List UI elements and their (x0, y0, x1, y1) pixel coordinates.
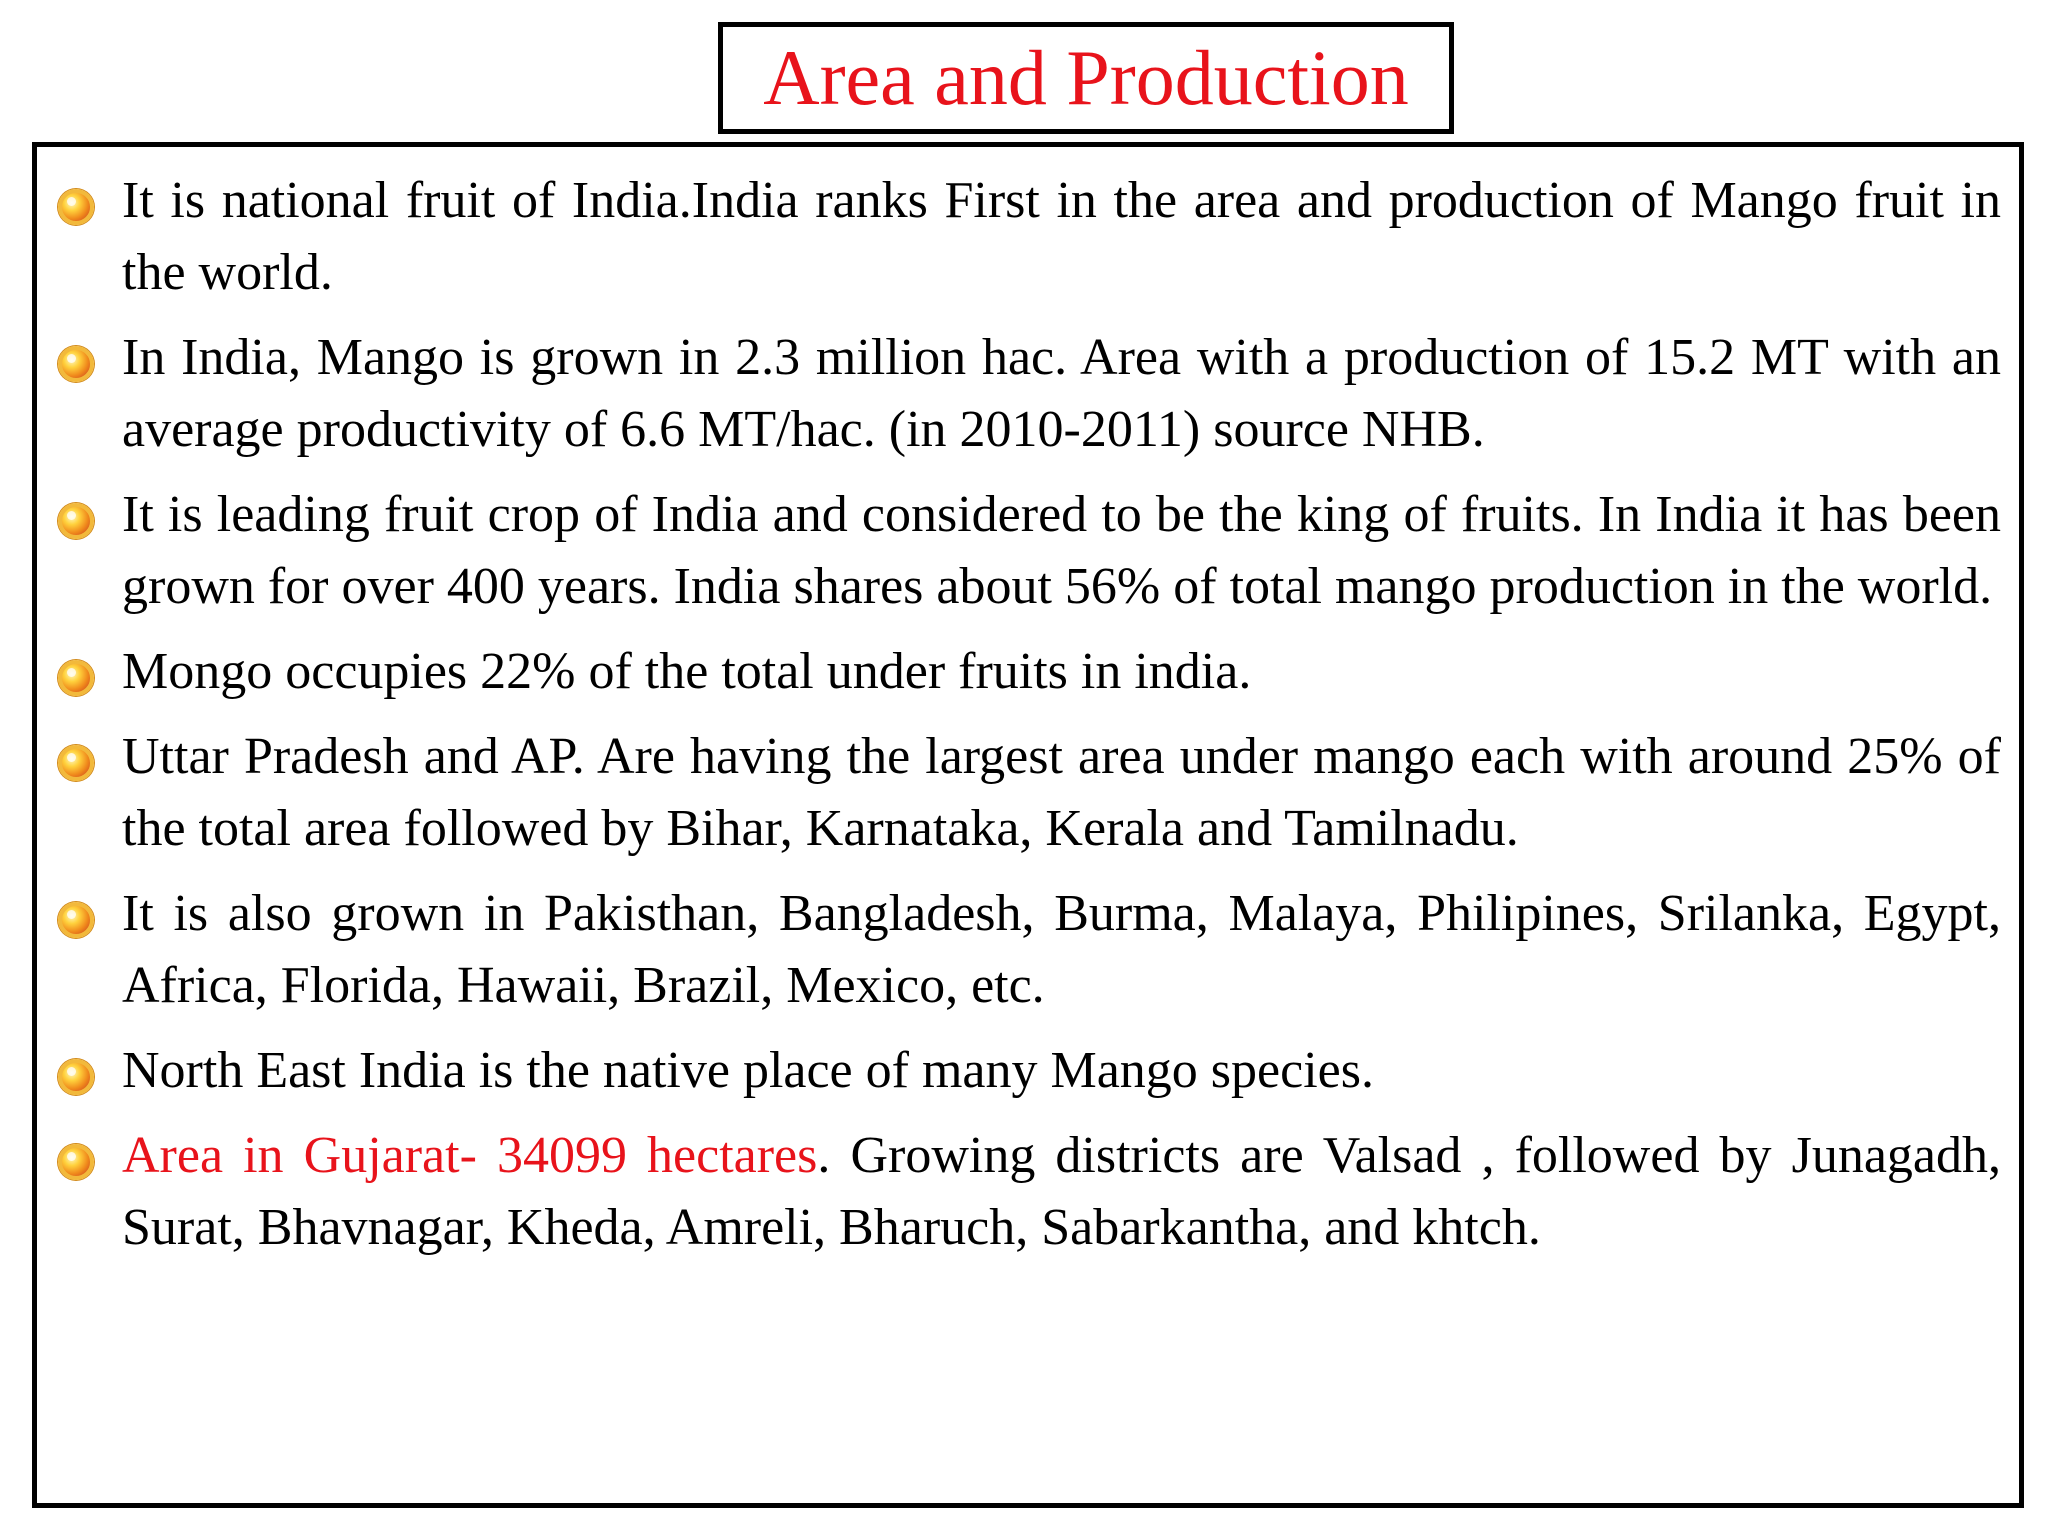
bullet-item-1 (37, 165, 2019, 309)
bullet-text-4: Mongo occupies 22% of the total under fruits in india. (122, 643, 1252, 700)
bullet-text-6: It is also grown in Pakisthan, Bangladesh, Burma, Malaya, Philipines, Srilanka, Egypt, Africa, Florida, Hawaii, Brazil, Mexico, etc. (122, 885, 2001, 1014)
highlight-text-gujarat-area: Area in Gujarat- 34099 hectares (122, 1127, 818, 1184)
bullet-item-8 (37, 1120, 2019, 1264)
bullet-text-2: In India, Mango is grown in 2.3 million hac. Area with a production of 15.2 MT with an average productivity of 6.6 MT/hac. (in 2010-2011) source NHB. (122, 329, 2001, 458)
slide-title: Area and Production (763, 34, 1409, 121)
bullet-orb-icon (58, 1059, 94, 1095)
bullet-orb-icon (58, 660, 94, 696)
bullet-item-7 (37, 1035, 2019, 1107)
bullet-text-8: . Growing districts are Valsad , followed by Junagadh, Surat, Bhavnagar, Kheda, Amreli, Bharuch, Sabarkantha, and khtch. (122, 1127, 2002, 1256)
bullet-orb-icon (58, 503, 94, 539)
bullet-orb-icon (58, 745, 94, 781)
content-box (32, 142, 2024, 1508)
bullet-orb-icon (58, 902, 94, 938)
bullet-item-6 (37, 878, 2019, 1022)
bullet-text-7: North East India is the native place of many Mango species. (122, 1042, 1374, 1099)
bullet-item-5 (37, 721, 2019, 865)
bullet-list (37, 165, 2019, 1277)
bullet-item-4 (37, 636, 2019, 708)
bullet-text-3: It is leading fruit crop of India and considered to be the king of fruits. In India it has been grown for over 400 years. India shares about 56% of total mango production in the world. (122, 486, 2001, 615)
bullet-orb-icon (58, 189, 94, 225)
bullet-item-3 (37, 479, 2019, 623)
bullet-orb-icon (58, 1144, 94, 1180)
bullet-text-1: It is national fruit of India.India ranks First in the area and production of Mango fruit in the world. (122, 172, 2001, 301)
bullet-item-2 (37, 322, 2019, 466)
bullet-text-5: Uttar Pradesh and AP. Are having the largest area under mango each with around 25% of the total area followed by Bihar, Karnataka, Kerala and Tamilnadu. (122, 728, 2001, 857)
bullet-orb-icon (58, 346, 94, 382)
title-box (718, 22, 1454, 134)
